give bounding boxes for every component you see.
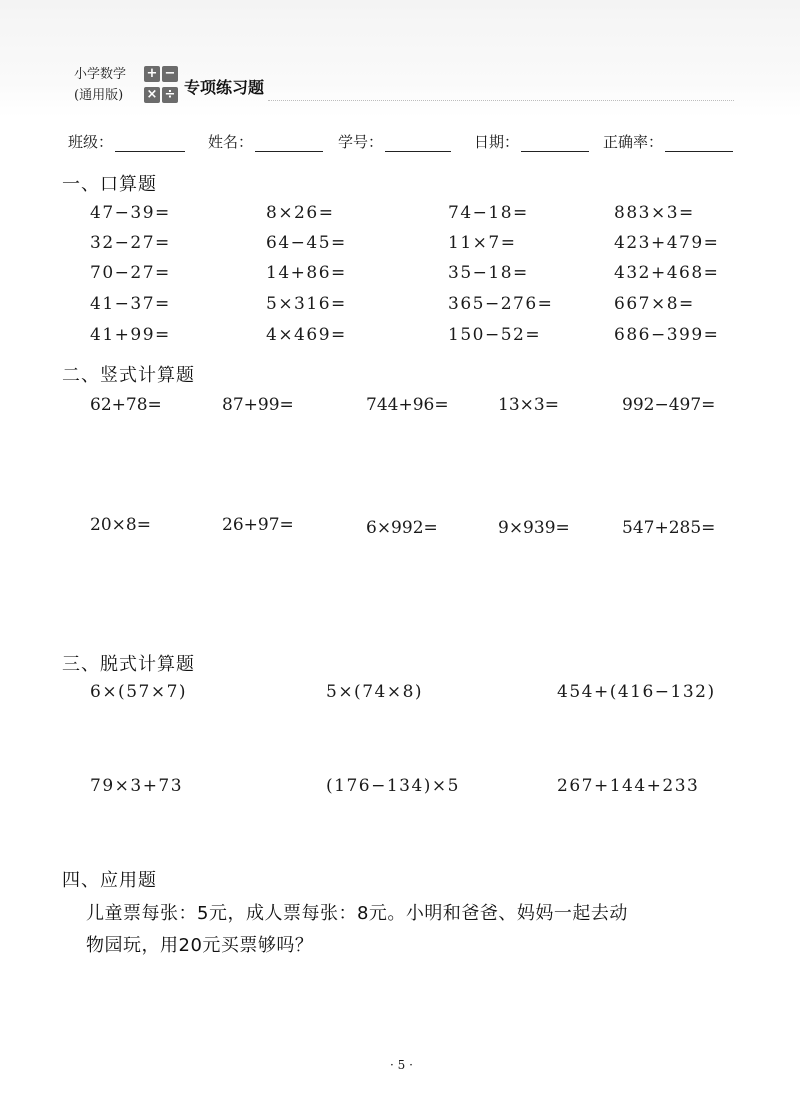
oral-problem: 667×8= xyxy=(614,294,695,314)
accuracy-field xyxy=(603,131,733,152)
oral-problem: 4×469= xyxy=(266,325,347,345)
word-problem-line-2: 物园玩，用20元买票够吗？ xyxy=(86,935,314,956)
header-divider xyxy=(268,100,734,101)
id-field xyxy=(338,131,451,152)
section-title-word-problem: 四、应用题 xyxy=(62,870,157,891)
id-label: 学号： xyxy=(338,133,384,151)
worksheet-topic: 专项练习题 xyxy=(184,78,265,97)
math-operators-logo xyxy=(144,66,180,106)
brand-line-1: 小学数学 xyxy=(74,67,127,82)
id-blank[interactable] xyxy=(385,136,451,152)
oral-problem: 47−39= xyxy=(90,203,171,223)
oral-problem: 8×26= xyxy=(266,203,335,223)
vertical-problem: 62+78= xyxy=(90,395,162,415)
oral-problem: 11×7= xyxy=(448,233,517,253)
oral-problem: 686−399= xyxy=(614,325,720,345)
vertical-problem: 20×8= xyxy=(90,515,151,535)
name-blank[interactable] xyxy=(255,136,323,152)
times-icon: × xyxy=(144,87,160,103)
vertical-problem: 6×992= xyxy=(366,518,438,538)
oral-problem: 32−27= xyxy=(90,233,171,253)
divide-icon: ÷ xyxy=(162,87,178,103)
oral-problem: 14+86= xyxy=(266,263,347,283)
date-blank[interactable] xyxy=(521,136,589,152)
date-label: 日期： xyxy=(474,133,520,151)
stepwise-problem: 79×3+73 xyxy=(90,776,184,796)
section-title-vertical: 二、竖式计算题 xyxy=(62,365,195,386)
vertical-problem: 9×939= xyxy=(498,518,570,538)
vertical-problem: 744+96= xyxy=(366,395,449,415)
plus-icon: + xyxy=(144,66,160,82)
word-problem-line-1: 儿童票每张：5元，成人票每张：8元。小明和爸爸、妈妈一起去动 xyxy=(86,903,628,924)
stepwise-problem: (176−134)×5 xyxy=(326,776,460,796)
minus-icon: − xyxy=(162,66,178,82)
vertical-problem: 87+99= xyxy=(222,395,294,415)
oral-problem: 5×316= xyxy=(266,294,347,314)
oral-problem: 41−37= xyxy=(90,294,171,314)
date-field xyxy=(474,131,589,152)
oral-problem: 70−27= xyxy=(90,263,171,283)
oral-problem: 41+99= xyxy=(90,325,171,345)
oral-problem: 365−276= xyxy=(448,294,554,314)
series-brand xyxy=(74,66,127,103)
stepwise-problem: 454+(416−132) xyxy=(557,682,716,702)
oral-problem: 432+468= xyxy=(614,263,720,283)
oral-problem: 74−18= xyxy=(448,203,529,223)
vertical-problem: 26+97= xyxy=(222,515,294,535)
vertical-problem: 992−497= xyxy=(622,395,716,415)
vertical-problem: 13×3= xyxy=(498,395,559,415)
accuracy-label: 正确率： xyxy=(603,133,664,151)
class-label: 班级： xyxy=(68,133,114,151)
oral-problem: 883×3= xyxy=(614,203,695,223)
name-label: 姓名： xyxy=(208,133,254,151)
class-field xyxy=(68,131,185,152)
accuracy-blank[interactable] xyxy=(665,136,733,152)
oral-problem: 423+479= xyxy=(614,233,720,253)
section-title-oral: 一、口算题 xyxy=(62,174,157,195)
stepwise-problem: 6×(57×7) xyxy=(90,682,188,702)
stepwise-problem: 5×(74×8) xyxy=(326,682,424,702)
oral-problem: 35−18= xyxy=(448,263,529,283)
stepwise-problem: 267+144+233 xyxy=(557,776,700,796)
name-field xyxy=(208,131,323,152)
brand-line-2: (通用版) xyxy=(74,88,124,103)
oral-problem: 64−45= xyxy=(266,233,347,253)
class-blank[interactable] xyxy=(115,136,185,152)
vertical-problem: 547+285= xyxy=(622,518,716,538)
page-number: · 5 · xyxy=(390,1058,413,1072)
section-title-stepwise: 三、脱式计算题 xyxy=(62,654,195,675)
oral-problem: 150−52= xyxy=(448,325,542,345)
